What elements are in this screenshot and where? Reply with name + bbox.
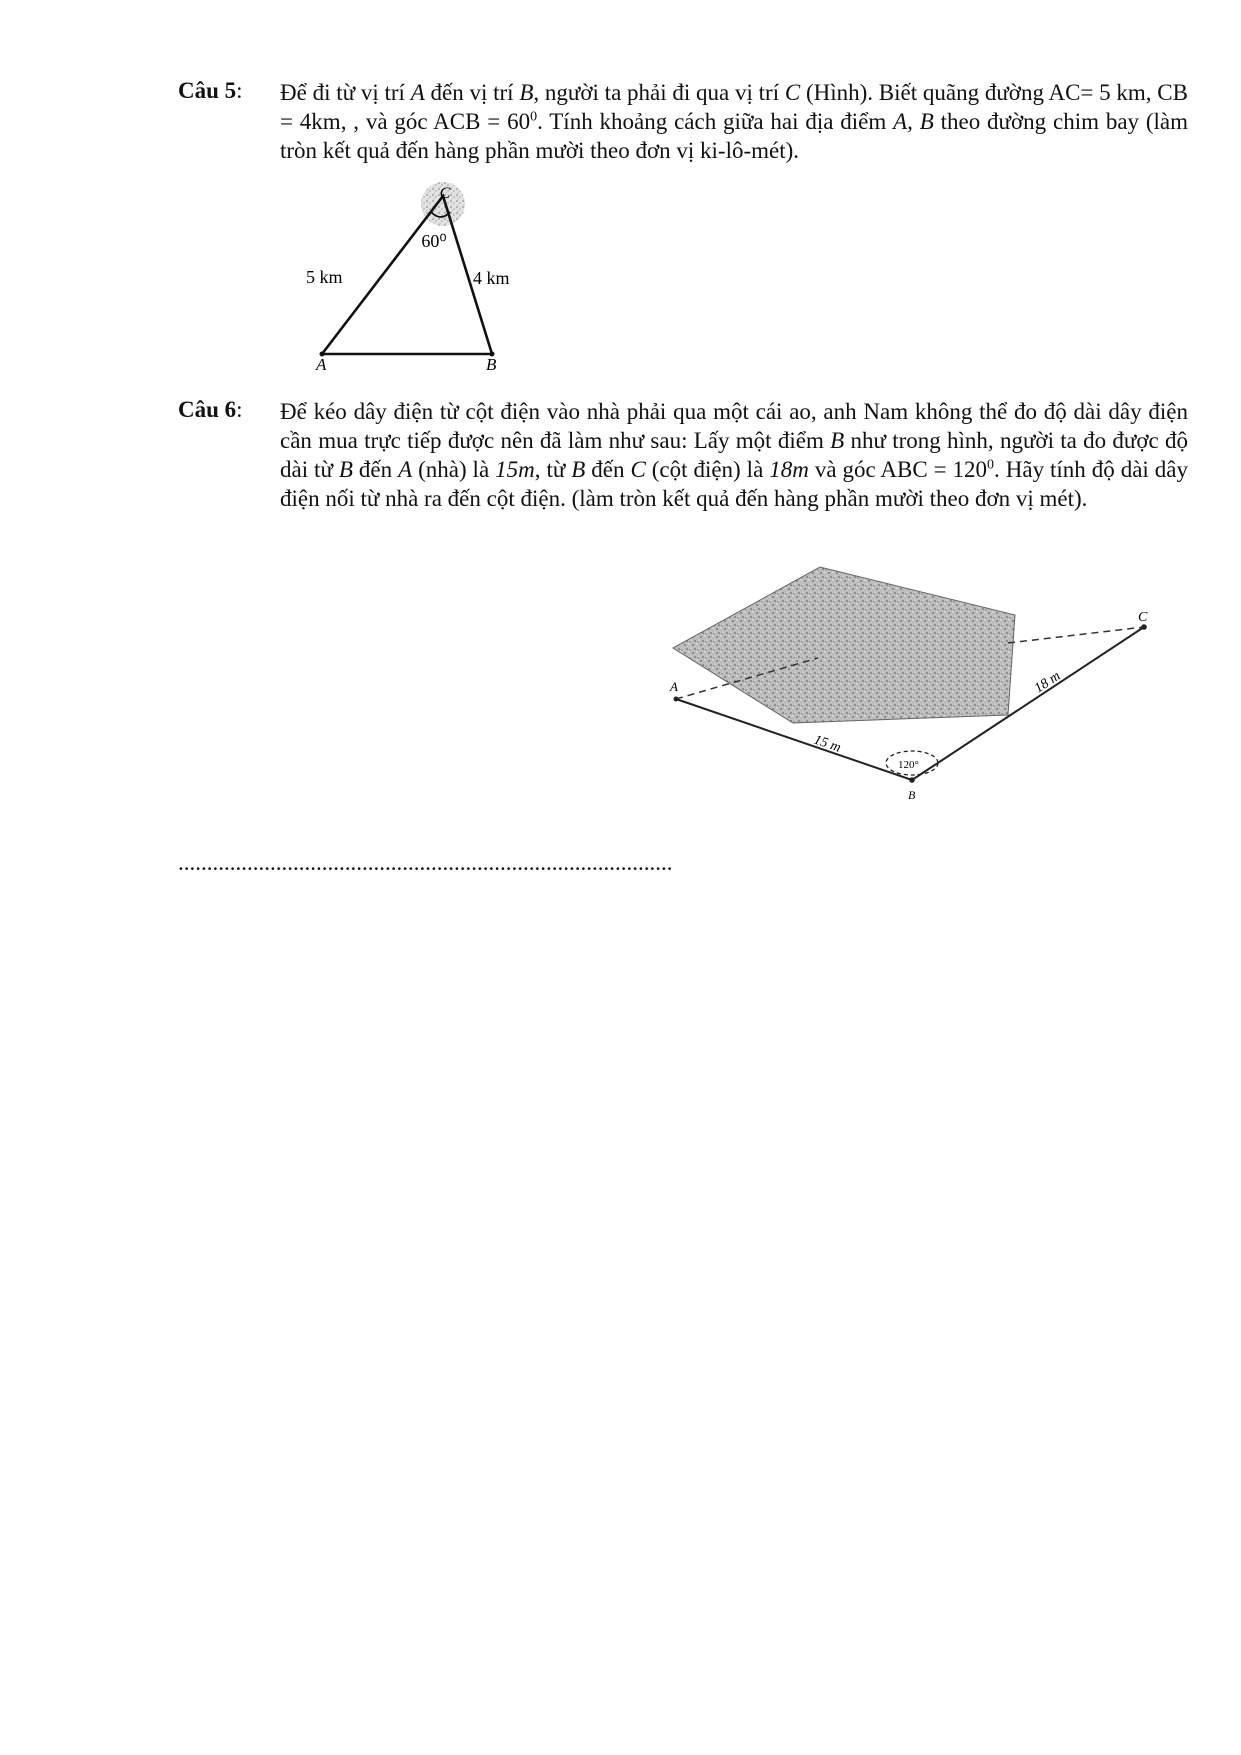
side-cb-label: 4 km — [473, 268, 510, 288]
label-b: B — [486, 355, 497, 374]
side-ac-label: 5 km — [306, 267, 343, 287]
triangle-abc-figure — [300, 182, 510, 374]
pond-figure — [668, 555, 1168, 815]
triangle-edges — [322, 196, 492, 354]
pond-shape — [673, 567, 1015, 723]
side-bc-label: 18 m — [1032, 668, 1064, 697]
question-6-label: Câu 6: — [178, 397, 243, 422]
point-b — [909, 777, 915, 783]
point-c — [1141, 624, 1147, 630]
point-a — [674, 697, 679, 702]
side-ba-label: 15 m — [811, 732, 843, 756]
label-c: C — [1138, 610, 1148, 625]
angle-label-60: 60⁰ — [421, 231, 447, 251]
label-c: C — [439, 185, 451, 202]
question-5-label: Câu 5: — [178, 78, 243, 103]
question-6-text: Để kéo dây điện từ cột điện vào nhà phải qua một cái ao, anh Nam không thể đo độ dài dây điện cần mua trực tiếp được nên đã làm như sau: Lấy một điểm B như trong hình, người ta đo được độ dài từ B đến A (nhà) là 15m, từ B đến C (cột điện) là 18m và góc ABC = $120^0$. Hãy tính độ dài dây điện nối từ nhà ra đến cột điện. (làm tròn kết quả đến hàng phần mười theo đơn vị mét). — [280, 399, 1189, 511]
label-b: B — [908, 788, 916, 802]
answer-dotted-line: ...................................................................................... — [178, 850, 673, 875]
label-a: A — [670, 679, 678, 694]
angle-label-120: 120° — [898, 759, 919, 771]
label-a: A — [316, 355, 327, 374]
question-5-text: Để đi từ vị trí A đến vị trí B, người ta phải đi qua vị trí C (Hình). Biết quãng đường AC= 5 km, CB = 4km, , và góc ACB = $60^0$. Tính khoảng cách giữa hai địa điểm A, B theo đường chim bay (làm tròn kết quả đến hàng phần mười theo đơn vị ki-lô-mét). — [280, 80, 1189, 163]
